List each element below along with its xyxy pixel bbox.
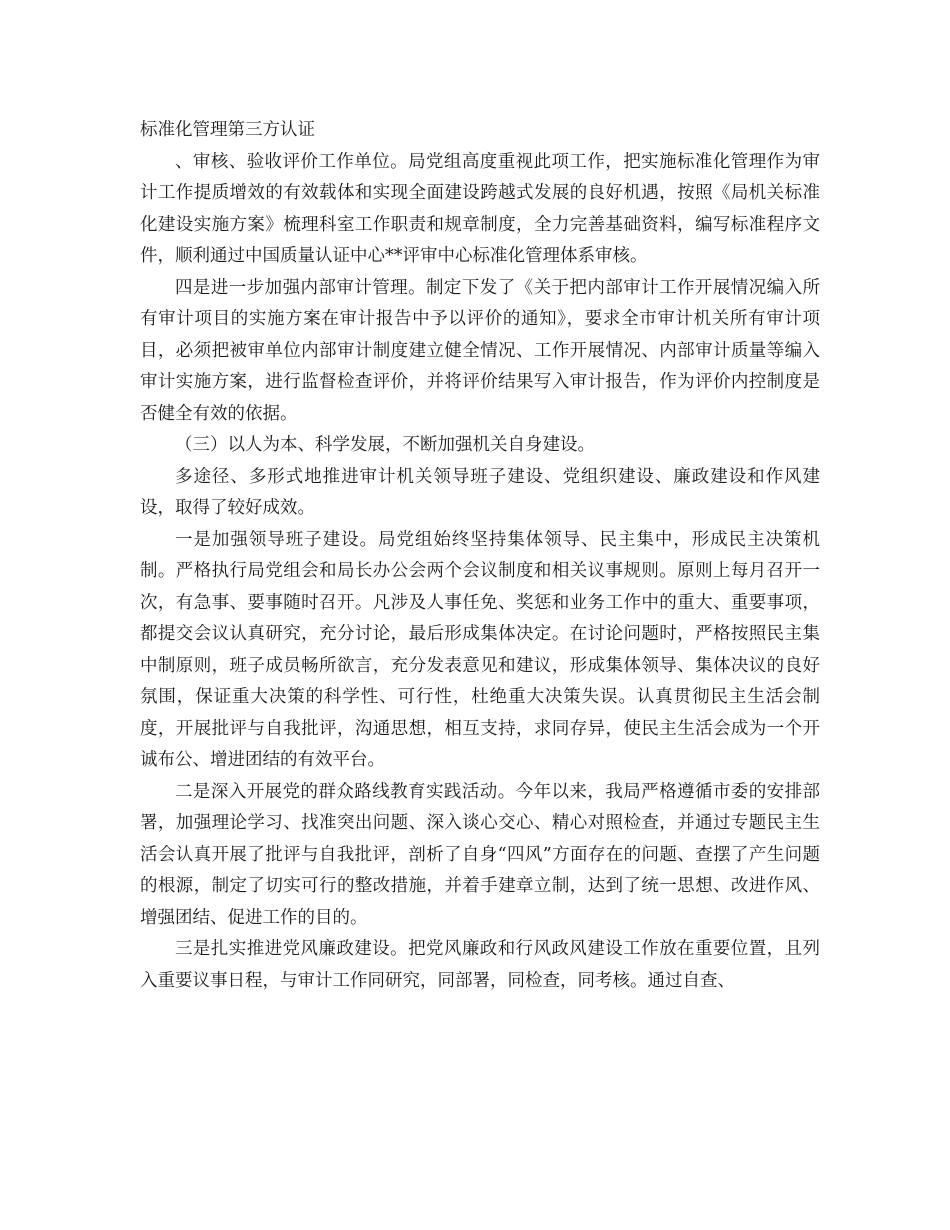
section-heading: （三）以人为本、科学发展，不断加强机关自身建设。 [175, 435, 595, 455]
paragraph: 二是深入开展党的群众路线教育实践活动。今年以来，我局严格遵循市委的安排部署，加强理论学习、找准突出问题、深入谈心交心、精心对照检查，并通过专题民主生活会认真开展了批评与自我批评，剖析了自身“四风”方面存在的问题、查摆了产生问题的根源，制定了切实可行的整改措施，并着手建章立制，达到了统一思想、改进作风、增强团结、促进工作的目的。 [140, 781, 820, 928]
paragraph: 多途径、多形式地推进审计机关领导班子建设、党组织建设、廉政建设和作风建设，取得了较好成效。 [140, 466, 820, 518]
heading-line: 标准化管理第三方认证 [140, 120, 315, 140]
paragraph: 三是扎实推进党风廉政建设。把党风廉政和行风政风建设工作放在重要位置，且列入重要议事日程，与审计工作同研究，同部署，同检查，同考核。通过自查、 [140, 939, 820, 991]
paragraph: 、审核、验收评价工作单位。局党组高度重视此项工作，把实施标准化管理作为审计工作提质增效的有效载体和实现全面建设跨越式发展的良好机遇，按照《局机关标准化建设实施方案》梳理科室工作职责和规章制度，全力完善基础资料，编写标准程序文件，顺利通过中国质量认证中心**评审中心标准化管理体系审核。 [140, 151, 820, 266]
paragraph: 四是进一步加强内部审计管理。制定下发了《关于把内部审计工作开展情况编入所有审计项目的实施方案在审计报告中予以评价的通知》，要求全市审计机关所有审计项目，必须把被审单位内部审计制度建立健全情况、工作开展情况、内部审计质量等编入审计实施方案，进行监督检查评价，并将评价结果写入审计报告，作为评价内控制度是否健全有效的依据。 [140, 277, 820, 424]
document-body [140, 115, 820, 997]
paragraph: 一是加强领导班子建设。局党组始终坚持集体领导、民主集中，形成民主决策机制。严格执行局党组会和局长办公会两个会议制度和相关议事规则。原则上每月召开一次，有急事、要事随时召开。凡涉及人事任免、奖惩和业务工作中的重大、重要事项，都提交会议认真研究，充分讨论，最后形成集体决定。在讨论问题时，严格按照民主集中制原则，班子成员畅所欲言，充分发表意见和建议，形成集体领导、集体决议的良好氛围，保证重大决策的科学性、可行性，杜绝重大决策失误。认真贯彻民主生活会制度，开展批评与自我批评，沟通思想，相互支持，求同存异，使民主生活会成为一个开诚布公、增进团结的有效平台。 [140, 529, 820, 770]
